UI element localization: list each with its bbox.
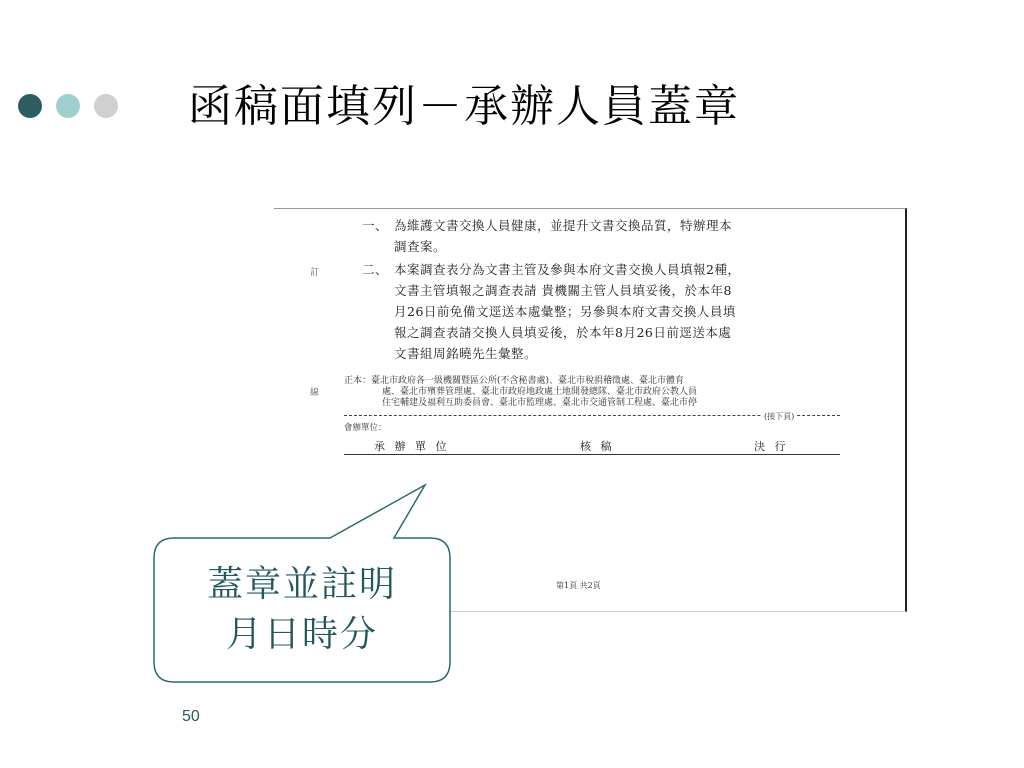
doc-item-2 <box>362 259 740 364</box>
decorative-dots <box>18 94 118 118</box>
item-number: 一、 <box>362 218 389 233</box>
dot-gray <box>94 94 118 118</box>
margin-mark-ding: 訂 <box>310 268 320 278</box>
callout-text <box>152 560 452 660</box>
dot-teal <box>56 94 80 118</box>
signature-underline <box>344 454 840 455</box>
co-unit-label: 會辦單位： <box>344 423 387 433</box>
doc-item-1 <box>362 215 732 257</box>
header-review: 核 稿 <box>580 440 615 453</box>
slide-number: 50 <box>182 708 200 725</box>
callout-line: 月日時分 <box>225 614 378 655</box>
item-line: 調查案。 <box>394 239 447 254</box>
dot-dark <box>18 94 42 118</box>
doc-page-label: 第1頁 共2頁 <box>556 581 601 590</box>
item-line: 報之調查表請交換人員填妥後，於本年8月26日前逕送本處 <box>394 325 732 340</box>
recipients-line: 住宅輔建及福利互助委員會、臺北市監理處、臺北市交通管制工程處、臺北市停 <box>382 398 698 408</box>
recipients-line: 正本：臺北市政府各一級機關暨區公所(不含秘書處)、臺北市稅捐稽徵處、臺北市體育 <box>344 376 685 386</box>
item-number: 二、 <box>362 262 389 277</box>
header-approve: 決 行 <box>754 440 789 453</box>
callout-line: 蓋章並註明 <box>206 564 397 605</box>
margin-mark-xian: 線 <box>310 388 320 398</box>
item-line: 文書組周銘曉先生彙整。 <box>394 346 538 361</box>
recipients-block <box>344 376 697 409</box>
item-line: 本案調查表分為文書主管及參與本府文書交換人員填報2種， <box>394 262 741 277</box>
item-line: 月26日前免備文逕送本處彙整；另參與本府文書交換人員填 <box>394 304 736 319</box>
slide-title: 函稿面填列－承辦人員蓋章 <box>188 81 740 132</box>
item-line: 文書主管填報之調查表請 貴機關主管人員填妥後，於本年8 <box>394 283 732 298</box>
recipients-line: 處、臺北市殯葬管理處、臺北市政府地政處土地開發總隊、臺北市政府公教人員 <box>382 387 698 397</box>
continued-label: (接下頁) <box>764 412 795 421</box>
item-line: 為維護文書交換人員健康，並提升文書交換品質，特辦理本 <box>394 218 733 233</box>
header-handling-unit: 承 辦 單 位 <box>374 440 450 453</box>
